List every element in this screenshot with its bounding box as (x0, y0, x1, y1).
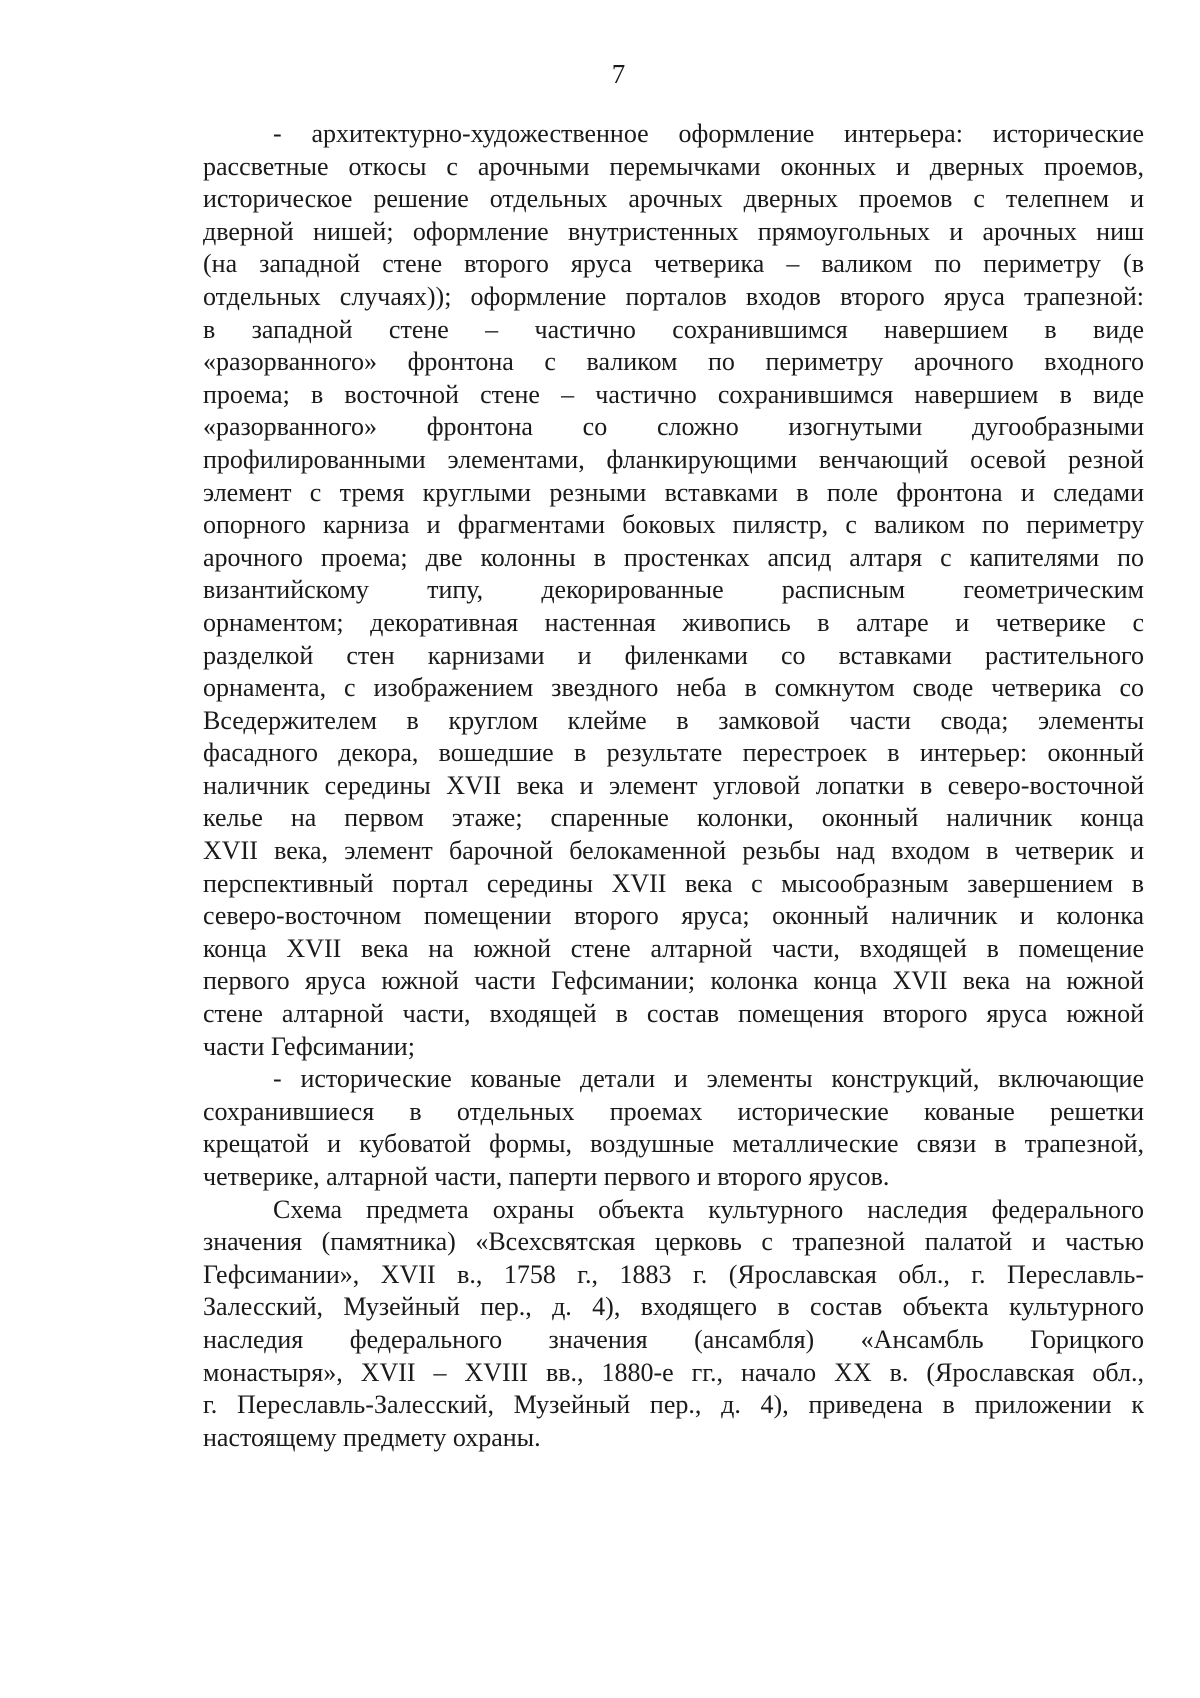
document-body (203, 118, 1144, 1454)
text-line: опорного карниза и фрагментами боковых пилястр, с валиком по периметру (203, 510, 1144, 540)
text-line: профилированными элементами, фланкирующими венчающий осевой резной (203, 444, 1144, 474)
text-line: келье на первом этаже; спаренные колонки, оконный наличник конца (203, 803, 1144, 833)
text-line: отдельных случаях)); оформление порталов входов второго яруса трапезной: (203, 281, 1144, 311)
text-line: «разорванного» фронтона с валиком по периметру арочного входного (203, 347, 1144, 377)
text-line: г. Переславль-Залесский, Музейный пер., д. 4), приведена в приложении к (203, 1390, 1144, 1420)
text-line: настоящему предмету охраны. (203, 1422, 541, 1452)
paragraph (203, 118, 1144, 1063)
text-line: четверике, алтарной части, паперти первого и второго ярусов. (203, 1162, 890, 1191)
text-line: Схема предмета охраны объекта культурного наследия федерального (273, 1194, 1144, 1224)
text-line: (на западной стене второго яруса четверика – валиком по периметру (в (203, 249, 1144, 279)
text-line: XVII века, элемент барочной белокаменной резьбы над входом в четверик и (203, 836, 1144, 866)
text-line: орнаментом; декоративная настенная живопись в алтаре и четверике с (203, 607, 1144, 637)
text-line: элемент с тремя круглыми резными вставками в поле фронтона и следами (203, 477, 1144, 507)
text-line: перспективный портал середины XVII века с мысообразным завершением в (203, 868, 1144, 898)
text-line: крещатой и кубоватой формы, воздушные металлические связи в трапезной, (203, 1129, 1144, 1159)
text-line: - исторические кованые детали и элементы конструкций, включающие (273, 1064, 1144, 1094)
text-line: византийскому типу, декорированные расписным геометрическим (203, 575, 1144, 605)
text-line: конца XVII века на южной стене алтарной части, входящей в помещение (203, 933, 1144, 963)
text-line: наличник середины XVII века и элемент угловой лопатки в северо-восточной (203, 770, 1144, 800)
text-line: части Гефсимании; (203, 1031, 415, 1061)
paragraph (203, 1194, 1144, 1455)
text-line: дверной нишей; оформление внутристенных прямоугольных и арочных ниш (203, 216, 1144, 246)
page-number: 7 (611, 59, 626, 89)
text-line: Залесский, Музейный пер., д. 4), входящего в состав объекта культурного (203, 1292, 1144, 1322)
text-line: разделкой стен карнизами и филенками со вставками растительного (203, 640, 1144, 670)
text-line: значения (памятника) «Всехсвятская церковь с трапезной палатой и частью (203, 1227, 1144, 1257)
text-line: сохранившиеся в отдельных проемах исторические кованые решетки (203, 1096, 1144, 1126)
text-line: первого яруса южной части Гефсимании; колонка конца XVII века на южной (203, 966, 1144, 996)
text-line: Гефсимании», XVII в., 1758 г., 1883 г. (Ярославская обл., г. Переславль- (203, 1259, 1144, 1289)
text-line: монастыря», XVII – XVIII вв., 1880-е гг., начало XX в. (Ярославская обл., (203, 1357, 1144, 1387)
text-line: стене алтарной части, входящей в состав помещения второго яруса южной (203, 999, 1144, 1029)
paragraph (203, 1063, 1144, 1193)
text-line: северо-восточном помещении второго яруса; оконный наличник и колонка (203, 901, 1144, 931)
text-line: - архитектурно-художественное оформление интерьера: исторические (273, 119, 1144, 148)
text-line: фасадного декора, вошедшие в результате перестроек в интерьер: оконный (203, 738, 1144, 768)
text-line: орнамента, с изображением звездного неба в сомкнутом своде четверика со (203, 673, 1144, 703)
text-line: арочного проема; две колонны в простенках апсид алтаря с капителями по (203, 542, 1144, 572)
text-line: историческое решение отдельных арочных дверных проемов с телепнем и (203, 184, 1144, 214)
text-line: рассветные откосы с арочными перемычками оконных и дверных проемов, (203, 151, 1144, 181)
text-line: Вседержителем в круглом клейме в замковой части свода; элементы (203, 705, 1144, 735)
text-line: наследия федерального значения (ансамбля) «Ансамбль Горицкого (203, 1324, 1144, 1354)
text-line: «разорванного» фронтона со сложно изогнутыми дугообразными (203, 412, 1144, 442)
text-line: в западной стене – частично сохранившимся навершием в виде (203, 314, 1144, 344)
text-line: проема; в восточной стене – частично сохранившимся навершием в виде (203, 379, 1144, 409)
